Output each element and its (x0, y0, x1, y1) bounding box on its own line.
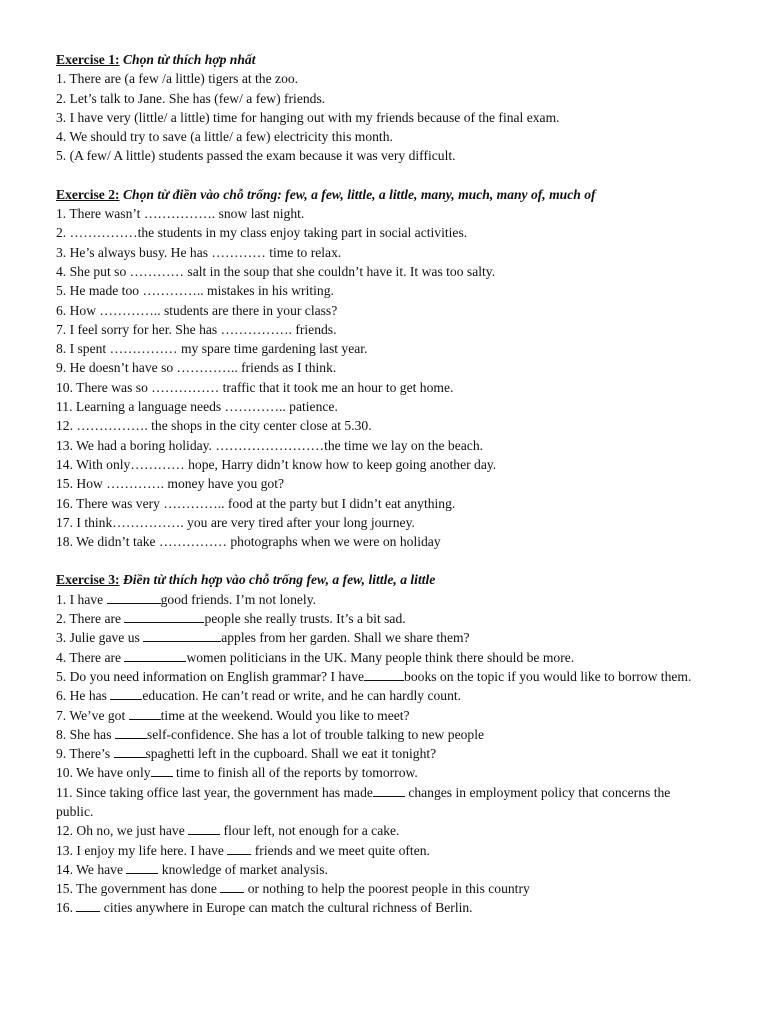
question-item (56, 590, 736, 609)
question-text-after: books on the topic if you would like to borrow them. (404, 668, 692, 684)
question-text-before: 5. Do you need information on English grammar? I have (56, 668, 365, 684)
question-text-before: 12. Oh no, we just have (56, 823, 189, 839)
question-item: 18. We didn’t take …………… photographs when we were on holiday (56, 534, 441, 550)
question-text-after: knowledge of market analysis. (158, 861, 328, 877)
question-text-before: 4. There are (56, 649, 125, 665)
answer-blank (124, 610, 204, 623)
question-item (56, 667, 696, 686)
question-text-before: 10. We have only (56, 765, 151, 781)
answer-blank (220, 880, 244, 893)
question-text-before: 7. We’ve got (56, 707, 129, 723)
question-text-before: 1. I have (56, 591, 107, 607)
exercise-label: Exercise 2: (56, 186, 120, 202)
exercise-label: Exercise 1: (56, 52, 120, 67)
question-item (56, 609, 736, 628)
answer-blank (151, 764, 173, 777)
question-item: 9. He doesn’t have so ………….. friends as I think. (56, 360, 337, 376)
answer-blank (76, 899, 100, 912)
exercise-heading (56, 185, 736, 204)
question-item: 1. There wasn’t ……………. snow last night. (56, 206, 305, 222)
question-text-after: friends and we meet quite often. (251, 842, 430, 858)
answer-blank (364, 668, 404, 681)
question-item: 8. I spent …………… my spare time gardening last year. (56, 341, 368, 357)
question-item (56, 879, 736, 898)
question-text-after: changes in employment policy that concerns the public. (56, 784, 671, 819)
question-text-before: 9. There’s (56, 746, 114, 762)
question-text-before: 3. Julie gave us (56, 630, 144, 646)
question-text-before: 2. There are (56, 611, 125, 627)
question-item (56, 821, 736, 840)
question-item (56, 860, 736, 879)
answer-blank (124, 649, 186, 662)
question-item (56, 763, 736, 782)
exercise-heading (56, 570, 736, 589)
exercise-instruction: Chọn từ thích hợp nhất (122, 52, 256, 67)
question-text-after: time at the weekend. Would you like to meet? (160, 707, 410, 723)
question-item (56, 744, 736, 763)
exercise-2 (56, 185, 736, 552)
question-item (56, 706, 736, 725)
question-text-after: people she really trusts. It’s a bit sad. (204, 611, 406, 627)
exercise-instruction: Chọn từ điền vào chỗ trống: few, a few, little, a little, many, much, many of, much of (122, 186, 596, 202)
question-item: 17. I think……………. you are very tired after your long journey. (56, 514, 415, 530)
question-item: 2. Let’s talk to Jane. She has (few/ a few) friends. (56, 90, 326, 106)
question-text-after: cities anywhere in Europe can match the cultural richness of Berlin. (100, 900, 473, 916)
question-text-after: self-confidence. She has a lot of trouble talking to new people (146, 726, 485, 742)
question-item (56, 725, 736, 744)
question-item: 10. There was so …………… traffic that it took me an hour to get home. (56, 379, 454, 395)
question-item: 2. ……………the students in my class enjoy taking part in social activities. (56, 225, 468, 241)
question-item: 11. Learning a language needs ………….. patience. (56, 399, 338, 415)
question-item: 4. We should try to save (a little/ a few) electricity this month. (56, 129, 393, 145)
question-item (56, 841, 736, 860)
answer-blank (110, 687, 142, 700)
question-text-after: time to finish all of the reports by tomorrow. (172, 765, 418, 781)
question-item: 1. There are (a few /a little) tigers at the zoo. (56, 71, 299, 87)
question-list (56, 69, 736, 165)
answer-blank (227, 842, 251, 855)
question-text-after: good friends. I’m not lonely. (160, 591, 317, 607)
question-item: 4. She put so ………… salt in the soup that she couldn’t have it. It was too salty. (56, 263, 496, 279)
exercise-heading (56, 50, 736, 69)
question-item: 3. He’s always busy. He has ………… time to relax. (56, 244, 342, 260)
question-text-before: 15. The government has done (56, 881, 221, 897)
answer-blank (126, 861, 158, 874)
question-text-after: or nothing to help the poorest people in this country (244, 881, 530, 897)
question-text-before: 6. He has (56, 688, 111, 704)
question-text-after: education. He can’t read or write, and he can hardly count. (142, 688, 462, 704)
question-item: 5. (A few/ A little) students passed the exam because it was very difficult. (56, 148, 456, 164)
question-item: 6. How ………….. students are there in your class? (56, 302, 338, 318)
question-item (56, 628, 736, 647)
question-item: 14. With only………… hope, Harry didn’t know how to keep going another day. (56, 456, 497, 472)
question-text-before: 11. Since taking office last year, the government has made (56, 784, 373, 800)
question-text-after: women politicians in the UK. Many people think there should be more. (186, 649, 575, 665)
question-item: 13. We had a boring holiday. ……………………the time we lay on the beach. (56, 437, 484, 453)
question-text-after: spaghetti left in the cupboard. Shall we eat it tonight? (145, 746, 437, 762)
question-item: 16. There was very ………….. food at the party but I didn’t eat anything. (56, 495, 456, 511)
question-item (56, 898, 736, 917)
question-item (56, 783, 696, 822)
answer-blank (114, 745, 146, 758)
question-text-after: apples from her garden. Shall we share them? (221, 630, 470, 646)
question-list (56, 204, 736, 551)
worksheet-page (56, 50, 736, 918)
answer-blank (143, 629, 221, 642)
answer-blank (107, 591, 161, 604)
question-item: 15. How …………. money have you got? (56, 476, 285, 492)
question-text-before: 16. (56, 900, 77, 916)
question-list (56, 590, 736, 918)
question-text-after: flour left, not enough for a cake. (220, 823, 400, 839)
question-item: 5. He made too ………….. mistakes in his writing. (56, 283, 334, 299)
question-item (56, 648, 736, 667)
exercise-label: Exercise 3: (56, 572, 120, 588)
question-text-before: 8. She has (56, 726, 115, 742)
answer-blank (115, 726, 147, 739)
question-item: 3. I have very (little/ a little) time for hanging out with my friends because of the final exam. (56, 109, 560, 125)
exercise-3 (56, 570, 736, 917)
question-item: 12. ……………. the shops in the city center close at 5.30. (56, 418, 372, 434)
question-item: 7. I feel sorry for her. She has ……………. friends. (56, 321, 337, 337)
exercise-1 (56, 50, 736, 166)
exercise-instruction: Điền từ thích hợp vào chỗ trống few, a few, little, a little (122, 572, 436, 588)
answer-blank (129, 707, 161, 720)
question-text-before: 14. We have (56, 861, 127, 877)
question-item (56, 686, 736, 705)
answer-blank (373, 784, 405, 797)
answer-blank (188, 822, 220, 835)
question-text-before: 13. I enjoy my life here. I have (56, 842, 228, 858)
